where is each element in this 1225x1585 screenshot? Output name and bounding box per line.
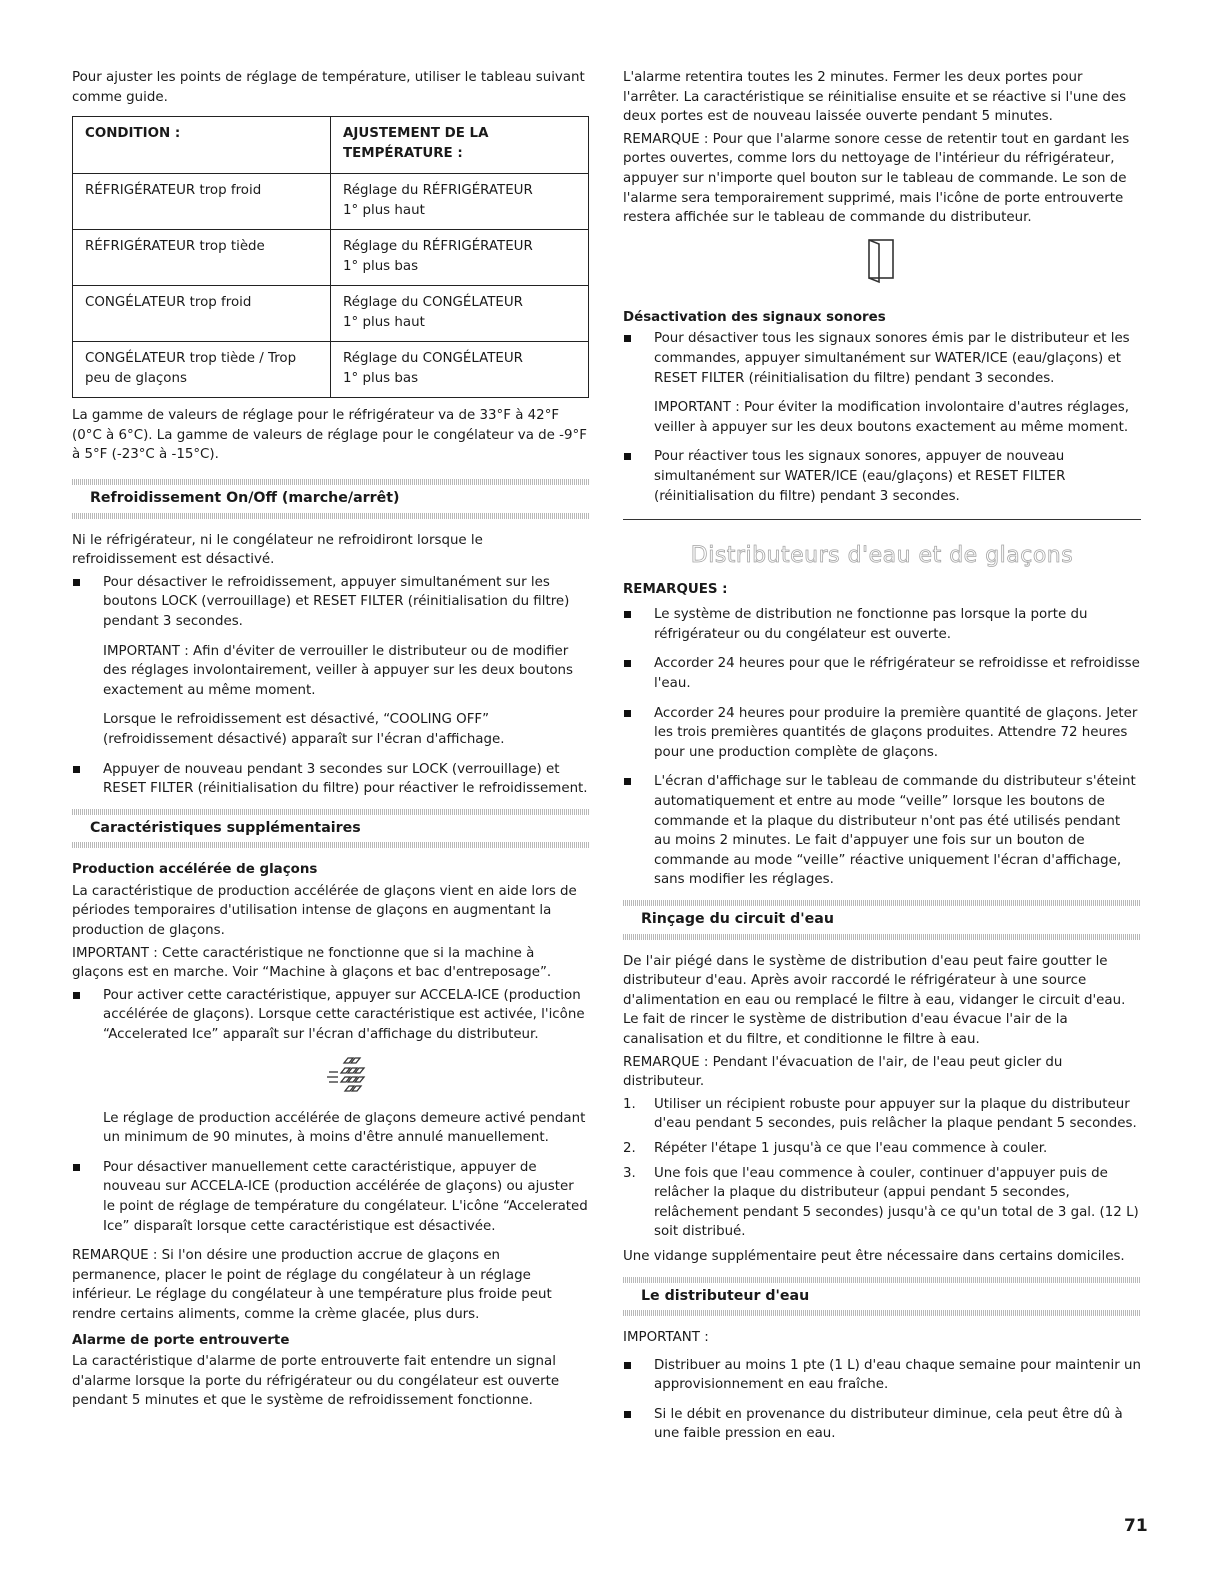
rinse-title: Rinçage du circuit d'eau — [641, 911, 834, 927]
rinse-outro: Une vidange supplémentaire peut être nécessaire dans certains domiciles. — [623, 1248, 1125, 1264]
after-icon-text: Le réglage de production accélérée de glaçons demeure activé pendant un minimum de 90 minutes, à moins d'être annulé manuellement. — [103, 1110, 586, 1146]
list-item — [623, 447, 1141, 506]
important-text: Pour éviter la modification involontaire d'autres réglages, veiller à appuyer sur les deux boutons exactement au même moment. — [654, 400, 1129, 435]
condition-cell: RÉFRIGÉRATEUR trop froid — [73, 174, 331, 230]
list-item — [623, 1095, 1141, 1134]
adjust-line: 1° plus haut — [343, 202, 425, 218]
bullet-text: Pour désactiver tous les signaux sonores émis par le distributeur et les commandes, appuyer simultanément sur WATER/ICE (eau/glaçons) et RESET FILTER (réinitialisation du filtre) pendant 3 secondes. — [654, 331, 1130, 386]
important-note — [654, 398, 1141, 437]
adjust-line: Réglage du RÉFRIGÉRATEUR — [343, 183, 533, 199]
ice-remark — [72, 1246, 589, 1324]
step-number: 2. — [623, 1140, 636, 1156]
features-section-header — [72, 809, 589, 849]
section-rule — [72, 842, 589, 848]
section-rule — [623, 1310, 1141, 1316]
bullet-text: Pour réactiver tous les signaux sonores, appuyer de nouveau simultanément sur WATER/ICE (eau/glaçons) et RESET FILTER (réinitialisation du filtre) pendant 3 secondes. — [654, 449, 1066, 504]
remarks-list — [623, 605, 1141, 890]
cooling-title: Refroidissement On/Off (marche/arrêt) — [90, 489, 400, 506]
remark-label: REMARQUE : — [623, 1054, 709, 1070]
adjust-cell — [331, 286, 589, 342]
alarm-remark — [623, 130, 1141, 228]
intro-text: Pour ajuster les points de réglage de température, utiliser le tableau suivant comme guide. — [72, 70, 585, 105]
ice-bullets — [72, 986, 589, 1236]
important-label: IMPORTANT : — [72, 945, 158, 961]
adjust-cell — [331, 230, 589, 286]
door-alarm-text: La caractéristique d'alarme de porte entrouverte fait entendre un signal d'alarme lorsque la porte du réfrigérateur ou du congélateur est ouverte pendant 5 minutes et que le système de refroidissement fonctionne. — [72, 1354, 560, 1409]
rinse-steps — [623, 1095, 1141, 1242]
list-item — [72, 760, 589, 799]
important-label: IMPORTANT : — [103, 643, 189, 659]
list-item: L'écran d'affichage sur le tableau de commande du distributeur s'éteint automatiquement et entre au mode “veille” lorsque les boutons de commande et la plaque du distributeur n'ont pas été utilisés pendant au moins 2 minutes. Le fait d'appuyer une fois sur un bouton de commande au mode “veille” réactive uniquement l'écran d'affichage, sans modifier les réglages. — [623, 772, 1141, 890]
list-item — [623, 329, 1141, 437]
step-text: Utiliser un récipient robuste pour appuyer sur la plaque du distributeur d'eau pendant 5 secondes, puis relâcher la plaque pendant 5 secondes. — [654, 1096, 1137, 1132]
table-row — [73, 342, 589, 398]
remark-text: Pour que l'alarme sonore cesse de retentir tout en gardant les portes ouvertes, comme lors du nettoyage de l'intérieur du réfrigérateur, appuyer sur n'importe quel bouton sur le tableau de commande. Le son de l'alarme sera temporairement supprimé, mais l'icône de porte entrouverte restera affichée sur le tableau de commande du distributeur. — [623, 131, 1130, 226]
page-number: 71 — [1124, 1516, 1148, 1536]
adjust-line: 1° plus haut — [343, 314, 425, 330]
section-rule — [623, 934, 1141, 940]
sound-bullets — [623, 329, 1141, 506]
bullet-text: Pour activer cette caractéristique, appuyer sur ACCELA-ICE (production accélérée de glaçons). Lorsque cette caractéristique est activée, l'icône “Accelerated Ice” apparaît sur l'écran d'affichage du distributeur. — [103, 987, 585, 1043]
door-ajar-icon — [623, 234, 1141, 300]
remark-label: REMARQUE : — [623, 131, 709, 147]
remark-text: Pendant l'évacuation de l'air, de l'eau peut gicler du distributeur. — [623, 1054, 1063, 1090]
water-bullets — [623, 1356, 1141, 1444]
section-rule — [72, 513, 589, 519]
list-item — [72, 573, 589, 750]
header-adjustment: AJUSTEMENT DE LA TEMPÉRATURE : — [331, 117, 589, 174]
temperature-guide-table — [72, 116, 589, 398]
condition-cell: RÉFRIGÉRATEUR trop tiède — [73, 230, 331, 286]
important-note — [103, 642, 589, 701]
table-header-row — [73, 117, 589, 174]
table-row — [73, 174, 589, 230]
list-item — [72, 1158, 589, 1236]
adjust-line: 1° plus bas — [343, 258, 419, 274]
list-item: Accorder 24 heures pour produire la première quantité de glaçons. Jeter les trois premières quantités de glaçons produites. Attendre 72 heures pour une production complète de glaçons. — [623, 704, 1141, 763]
rinse-section-header — [623, 900, 1141, 940]
rinse-intro: De l'air piégé dans le système de distribution d'eau peut faire goutter le distributeur d'eau. Après avoir raccordé le réfrigérateur à une source d'alimentation en eau ou remplacé le filtre à eau, vidanger le circuit d'eau. Le fait de rincer le système de distribution d'eau évacue l'air de la canalisation et du filtre, et conditionne le filtre à eau. — [623, 953, 1126, 1047]
step-number: 3. — [623, 1165, 636, 1181]
remark-label: REMARQUE : — [72, 1248, 158, 1264]
adjust-line: Réglage du CONGÉLATEUR — [343, 351, 523, 367]
remark-text: Si l'on désire une production accrue de glaçons en permanence, placer le point de réglage du congélateur à un réglage inférieur. Le réglage du congélateur à une température plus froide peut rendre certains aliments, comme la crème glacée, plus durs. — [72, 1248, 552, 1322]
table-row — [73, 286, 589, 342]
ice-intro: La caractéristique de production accélérée de glaçons vient en aide lors de périodes temporaires d'utilisation intense de glaçons en augmentant la production de glaçons. — [72, 883, 577, 939]
list-item: Le système de distribution ne fonctionne pas lorsque la porte du réfrigérateur ou du congélateur est ouverte. — [623, 605, 1141, 644]
bullet-text: Pour désactiver le refroidissement, appuyer simultanément sur les boutons LOCK (verrouillage) et RESET FILTER (réinitialisation du filtre) pendant 3 secondes. — [103, 574, 570, 629]
list-item: Distribuer au moins 1 pte (1 L) d'eau chaque semaine pour maintenir un approvisionnement en eau fraîche. — [623, 1356, 1141, 1395]
ice-important — [72, 944, 589, 983]
adjust-line: Réglage du CONGÉLATEUR — [343, 295, 523, 311]
water-important-label: IMPORTANT : — [623, 1330, 709, 1346]
accelerated-ice-icon — [103, 1055, 589, 1105]
list-item: Accorder 24 heures pour que le réfrigérateur se refroidisse et refroidisse l'eau. — [623, 654, 1141, 693]
door-alarm-subtitle: Alarme de porte entrouverte — [72, 1332, 290, 1348]
step-text: Répéter l'étape 1 jusqu'à ce que l'eau commence à couler. — [654, 1140, 1048, 1156]
left-column — [72, 68, 589, 1414]
condition-cell: CONGÉLATEUR trop tiède / Trop peu de glaçons — [73, 342, 331, 398]
condition-cell: CONGÉLATEUR trop froid — [73, 286, 331, 342]
bullet-text: Pour désactiver manuellement cette caractéristique, appuyer de nouveau sur ACCELA-ICE (production accélérée de glaçons) ou ajuster le point de réglage de température du congélateur. L'icône “Accelerated Ice” disparaît lorsque cette caractéristique est désactivée. — [103, 1159, 588, 1234]
important-text: Cette caractéristique ne fonctionne que si la machine à glaçons est en marche. Voir “Machine à glaçons et bac d'entreposage”. — [72, 945, 552, 981]
adjust-cell — [331, 342, 589, 398]
list-item — [623, 1164, 1141, 1242]
cooling-off-text: Lorsque le refroidissement est désactivé, “COOLING OFF” (refroidissement désactivé) apparaît sur l'écran d'affichage. — [103, 712, 505, 747]
header-condition: CONDITION : — [73, 117, 331, 174]
important-label: IMPORTANT : — [654, 400, 740, 416]
important-text: Afin d'éviter de verrouiller le distributeur ou de modifier des réglages involontairement, veiller à appuyer sur les deux boutons exactement au même moment. — [103, 643, 574, 698]
list-item — [623, 1139, 1141, 1159]
features-title: Caractéristiques supplémentaires — [90, 819, 361, 836]
water-section-header — [623, 1277, 1141, 1317]
adjust-line: Réglage du RÉFRIGÉRATEUR — [343, 239, 533, 255]
cooling-intro: Ni le réfrigérateur, ni le congélateur ne refroidiront lorsque le refroidissement est désactivé. — [72, 532, 483, 568]
right-column — [623, 68, 1141, 1454]
list-item — [72, 986, 589, 1148]
range-text: La gamme de valeurs de réglage pour le réfrigérateur va de 33°F à 42°F (0°C à 6°C). La gamme de valeurs de réglage pour le congélateur va de -9°F à 5°F (-23°C à -15°C). — [72, 408, 587, 463]
water-title: Le distributeur d'eau — [641, 1287, 810, 1304]
sound-subtitle: Désactivation des signaux sonores — [623, 309, 886, 325]
step-text: Une fois que l'eau commence à couler, continuer d'appuyer puis de relâcher la plaque du distributeur (appui pendant 5 secondes, relâchement pendant 5 secondes) jusqu'à ce qu'un total de 3 gal. (12 L) soit distribué. — [654, 1165, 1139, 1240]
adjust-cell — [331, 174, 589, 230]
dispensers-title: Distributeurs d'eau et de glaçons — [690, 543, 1074, 569]
cooling-bullets — [72, 573, 589, 799]
remarks-label: REMARQUES : — [623, 581, 728, 597]
table-row — [73, 230, 589, 286]
section-divider — [623, 519, 1141, 520]
ice-subtitle: Production accélérée de glaçons — [72, 862, 318, 878]
rinse-remark — [623, 1053, 1141, 1092]
adjust-line: 1° plus bas — [343, 370, 419, 386]
list-item: Si le débit en provenance du distributeur diminue, cela peut être dû à une faible pression en eau. — [623, 1405, 1141, 1444]
bullet-text: Appuyer de nouveau pendant 3 secondes sur LOCK (verrouillage) et RESET FILTER (réinitialisation du filtre) pour réactiver le refroidissement. — [103, 761, 588, 797]
alarm-text: L'alarme retentira toutes les 2 minutes. Fermer les deux portes pour l'arrêter. La caractéristique se réinitialise ensuite et se réactive si l'une des deux portes est de nouveau laissée ouverte pendant 5 minutes. — [623, 70, 1127, 125]
step-number: 1. — [623, 1096, 636, 1112]
cooling-section-header — [72, 479, 589, 519]
